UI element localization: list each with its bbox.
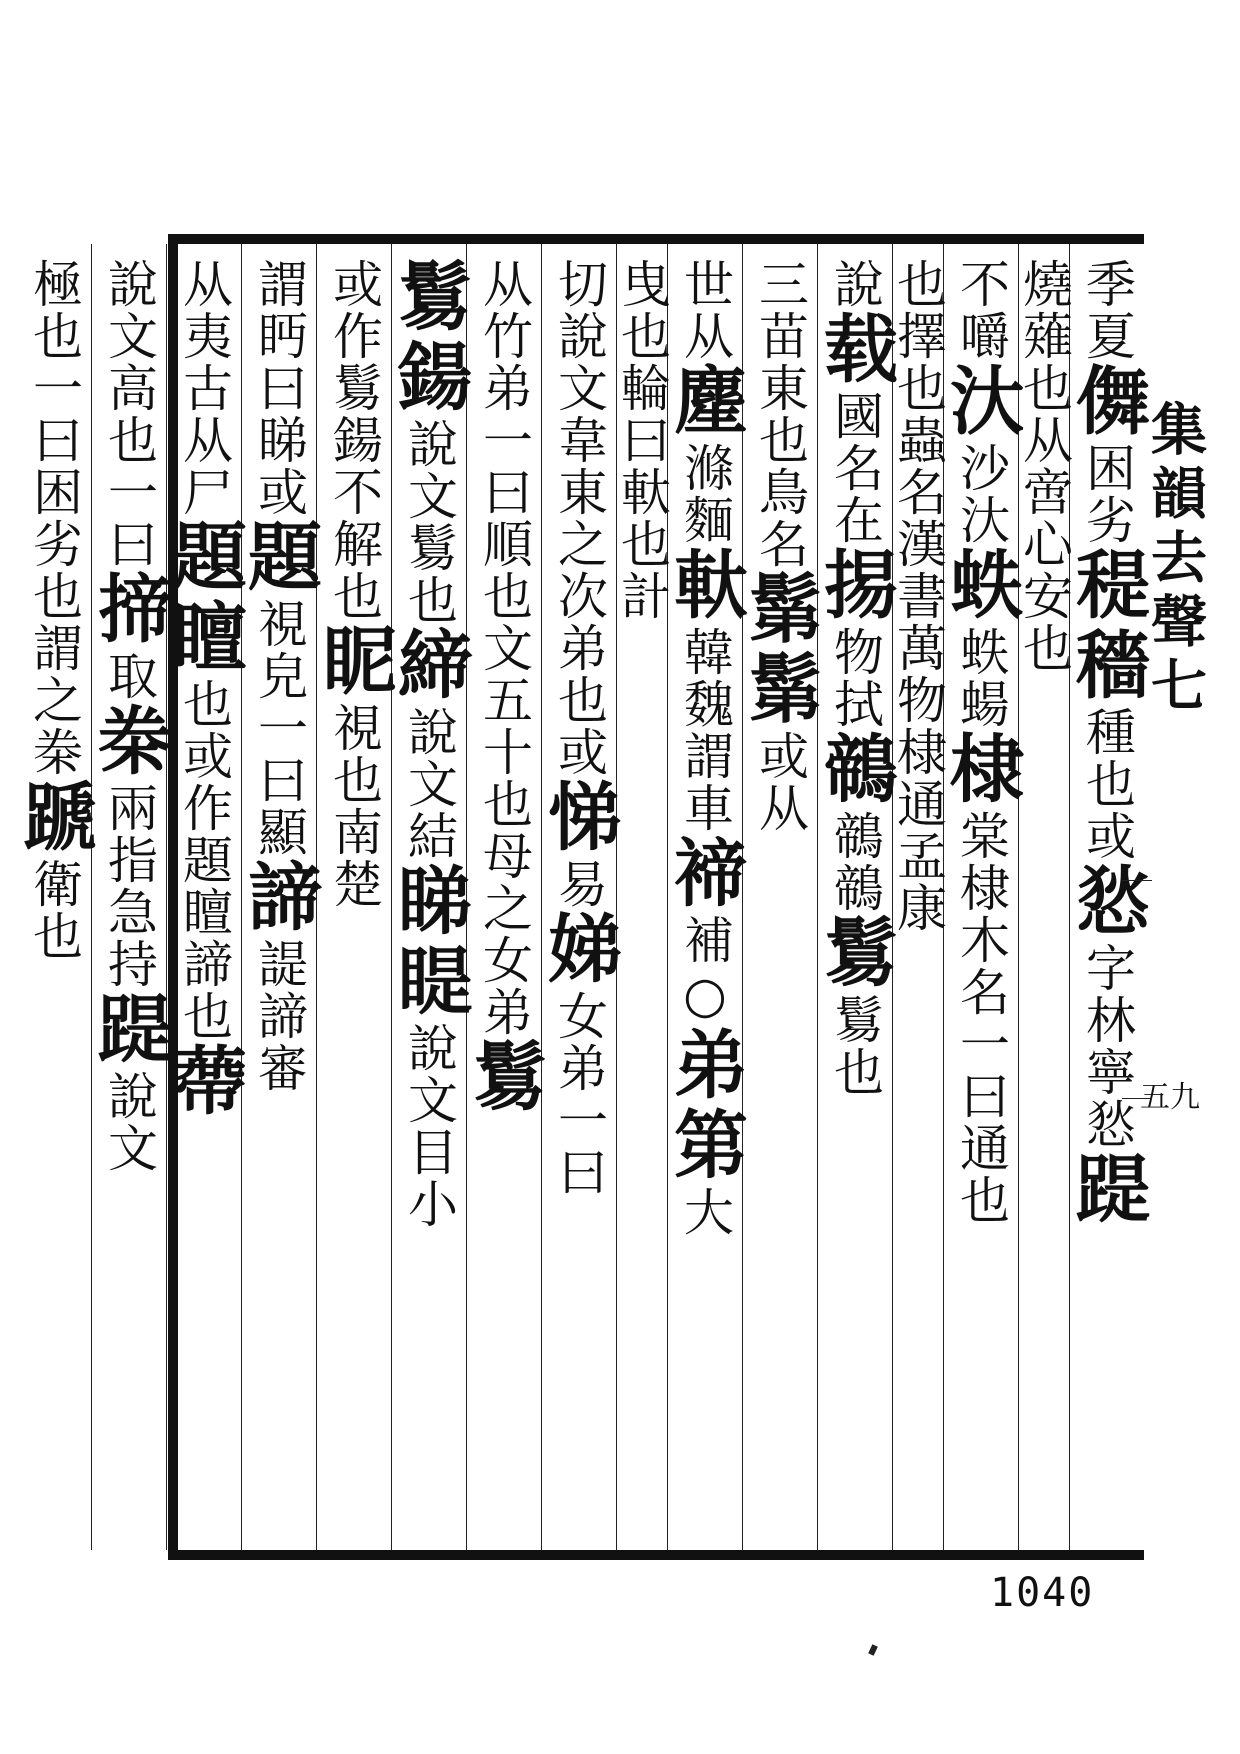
column-text <box>311 258 397 1528</box>
column-text <box>889 258 947 1528</box>
headword: 眤 <box>311 622 397 702</box>
headword: 題䁴 <box>161 518 247 678</box>
gloss-text: 世从 <box>676 258 734 362</box>
text-column <box>812 244 898 1550</box>
headword: 汏 <box>938 362 1024 442</box>
page-number: 1040 <box>990 1570 1095 1616</box>
gloss-text: 易 <box>550 858 608 910</box>
gloss-text: 取 <box>100 650 158 702</box>
gloss-text: 諦也 <box>175 938 233 1042</box>
gloss-text: 說文 <box>100 1070 158 1174</box>
gloss-text: 視皃一曰顯 <box>250 598 308 858</box>
gloss-text: 棠棣木名一曰通也 <box>952 810 1010 1226</box>
column-text <box>11 258 97 1528</box>
gloss-text: 鬄也 <box>826 994 884 1098</box>
text-column <box>236 244 322 1550</box>
text-column <box>386 244 472 1550</box>
gloss-text: 計 <box>613 570 671 622</box>
text-column <box>461 244 547 1550</box>
gloss-text: 字林寧悐 <box>1078 942 1136 1150</box>
headword: 題 <box>236 518 322 598</box>
text-columns <box>11 244 1150 1550</box>
margin-rule <box>1122 880 1152 881</box>
column-text <box>662 258 748 1528</box>
headword: 軑 <box>662 546 748 626</box>
gloss-text: 困劣 <box>1078 442 1136 546</box>
gloss-text: 切說文韋東之次弟也或 <box>550 258 608 778</box>
gloss-text: 兩指急持 <box>100 782 158 990</box>
headword: 悌 <box>536 778 622 858</box>
headword: 蹏 <box>11 778 97 858</box>
headword: 弟第 <box>662 1026 748 1186</box>
gloss-text: 燒薙也 <box>1015 258 1073 414</box>
column-text <box>737 258 823 1528</box>
column-text <box>161 258 247 1528</box>
column-text <box>386 258 472 1528</box>
text-frame <box>11 234 1150 1560</box>
running-title: 集韻去聲七 <box>1142 400 1208 720</box>
headword: 蛈 <box>938 546 1024 626</box>
gloss-text: 也 <box>613 518 671 570</box>
gloss-text: 不解也 <box>325 466 383 622</box>
gloss-text: 心安也 <box>1015 518 1073 674</box>
column-text <box>1015 258 1073 1528</box>
headword: 棣 <box>938 730 1024 810</box>
gloss-text: 說文結 <box>400 706 458 862</box>
headword: 諦 <box>236 858 322 938</box>
gloss-text: 也 <box>751 414 809 466</box>
text-column <box>1064 244 1150 1550</box>
headword: 䅠穡 <box>1064 546 1150 706</box>
gloss-text: 蛈蝪 <box>952 626 1010 730</box>
gloss-text: 季夏 <box>1078 258 1136 362</box>
gloss-text: 母之女弟 <box>475 830 533 1038</box>
gloss-text: 或从 <box>751 730 809 834</box>
gloss-text: 也 <box>613 310 671 362</box>
gloss-text: 韓魏謂車 <box>676 626 734 834</box>
text-column <box>11 244 97 1550</box>
gloss-text: 極也一曰困劣 <box>25 258 83 570</box>
headword: 鬀鬀 <box>737 570 823 730</box>
headword: 桊 <box>86 702 172 782</box>
gloss-text: 補 <box>676 914 734 966</box>
text-column <box>737 244 823 1550</box>
gloss-text: 大 <box>676 1186 734 1238</box>
column-text <box>236 258 322 1528</box>
headword: 娣 <box>536 910 622 990</box>
gloss-text: 漢書萬物棣通孟康 <box>889 518 947 934</box>
text-column <box>613 244 671 1550</box>
text-column <box>938 244 1024 1550</box>
gloss-text: 物拭 <box>826 626 884 730</box>
gloss-text: 三苗東 <box>751 258 809 414</box>
gloss-text: 鳥名 <box>751 466 809 570</box>
column-text <box>461 258 547 1528</box>
text-column <box>662 244 748 1550</box>
gloss-text: 謂之桊 <box>25 622 83 778</box>
gloss-text: 曳 <box>613 258 671 310</box>
gloss-text: 說 <box>826 258 884 310</box>
gloss-text: 也 <box>889 258 947 310</box>
column-text <box>86 258 172 1528</box>
gloss-text: 蟲名 <box>889 414 947 518</box>
gloss-text: 輪曰軑 <box>613 362 671 518</box>
headword: 鬄 <box>461 1038 547 1118</box>
gloss-text: 說文目小 <box>400 1022 458 1230</box>
column-text <box>613 258 671 1528</box>
column-text <box>536 258 622 1528</box>
gloss-text: 从竹弟一曰順也文五十 <box>475 258 533 778</box>
headword: 鶙 <box>812 730 898 810</box>
margin-rule <box>1122 1098 1152 1099</box>
headword: 儛 <box>1064 362 1150 442</box>
gloss-text: 滌麵 <box>676 442 734 546</box>
headword: 締 <box>386 626 472 706</box>
gloss-text: 擇也 <box>889 310 947 414</box>
headword: 悐 <box>1064 862 1150 942</box>
headword: 䴤 <box>662 362 748 442</box>
gloss-text: 衛也 <box>25 858 83 962</box>
headword: 踶 <box>86 990 172 1070</box>
gloss-text: 不嚼 <box>952 258 1010 362</box>
headword: 载 <box>812 310 898 390</box>
gloss-text: 女弟一曰 <box>550 990 608 1198</box>
text-column <box>161 244 247 1550</box>
headword: 揥 <box>86 570 172 650</box>
gloss-text: 說文高也一曰 <box>100 258 158 570</box>
ink-speck <box>868 1644 878 1656</box>
text-column <box>86 244 172 1550</box>
headword: 鬄鍚 <box>386 258 472 418</box>
text-column <box>889 244 947 1550</box>
column-text <box>938 258 1024 1528</box>
gloss-text: 从啻 <box>1015 414 1073 518</box>
gloss-text: 或作鬄鍚 <box>325 258 383 466</box>
gloss-text: ○ <box>676 966 734 1026</box>
gloss-text: 也 <box>25 570 83 622</box>
column-text <box>812 258 898 1528</box>
text-column <box>311 244 397 1550</box>
gloss-text: 鶙鶙 <box>826 810 884 914</box>
gloss-text: 沙汏 <box>952 442 1010 546</box>
text-column <box>536 244 622 1550</box>
headword: 蔕 <box>161 1042 247 1122</box>
gloss-text: 說文鬄也 <box>400 418 458 626</box>
gloss-text: 也 <box>475 778 533 830</box>
text-column <box>1015 244 1073 1550</box>
gloss-text: 視也南楚 <box>325 702 383 910</box>
gloss-text: 也或作題䁴 <box>175 678 233 938</box>
gloss-text: 國名在 <box>826 390 884 546</box>
gloss-text: 謂眄曰睇或 <box>250 258 308 518</box>
headword: 鬄 <box>812 914 898 994</box>
gloss-text: 諟諦審 <box>250 938 308 1094</box>
gloss-text: 種也或 <box>1078 706 1136 862</box>
headword: 踶 <box>1064 1150 1150 1230</box>
gloss-text: 从夷古从尸 <box>175 258 233 518</box>
column-text <box>1064 258 1150 1528</box>
headword: 掦 <box>812 546 898 626</box>
headword: 褅 <box>662 834 748 914</box>
leaf-number: 五九 <box>1140 1080 1200 1115</box>
headword: 睇睼 <box>386 862 472 1022</box>
